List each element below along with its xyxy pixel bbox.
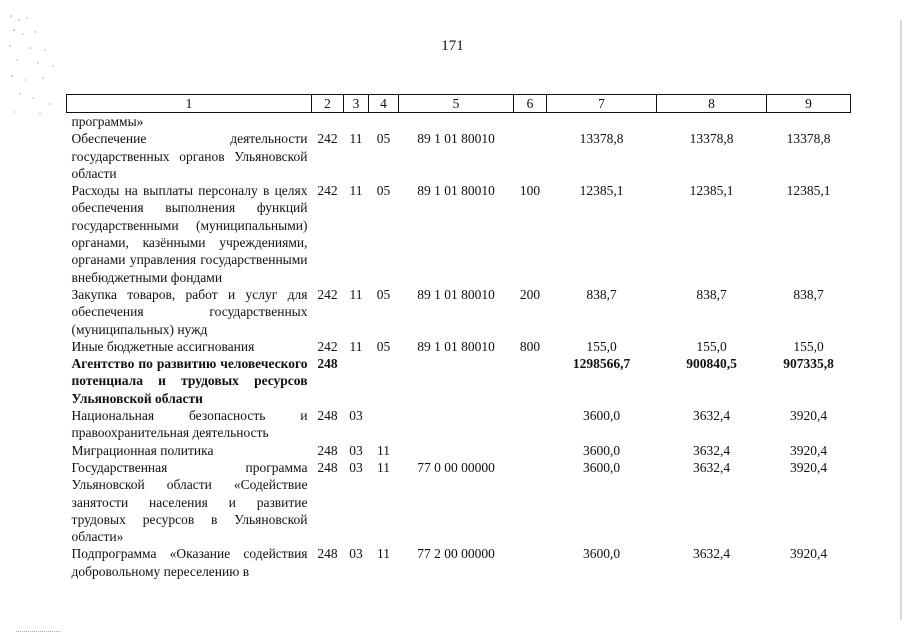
code-subsection: [369, 113, 399, 131]
row-name: Агентство по развитию человеческого потенциала и трудовых ресурсов Ульяновской области: [71, 356, 308, 406]
code-subsection: 11: [377, 546, 390, 562]
code-target: 89 1 01 80010: [417, 286, 495, 302]
code-subsection: [369, 355, 399, 407]
scan-edge-line: [900, 20, 902, 620]
amount-col9: 907335,8: [783, 356, 834, 372]
code-section: 11: [349, 338, 363, 354]
code-section: 11: [349, 183, 363, 199]
table-row: [67, 442, 851, 459]
scan-edge-mark: [16, 631, 61, 634]
code-subsection: 05: [376, 286, 391, 302]
header-cell: 1: [67, 95, 312, 113]
row-name: Миграционная политика: [71, 442, 214, 458]
code-expense-type: [514, 130, 547, 182]
code-section: 11: [349, 286, 363, 302]
amount-col7: 3600,0: [582, 408, 621, 424]
amount-col7: 12385,1: [579, 183, 624, 199]
amount-col8: 155,0: [696, 338, 727, 354]
code-target: [399, 407, 514, 442]
table-row: [67, 130, 851, 182]
code-target: [399, 355, 514, 407]
row-name: Расходы на выплаты персоналу в целях обеспечения выполнения функций государственными (муниципальными) органами, казёнными учреждениями, органами управления государственными внебюджетными фондами: [71, 183, 308, 285]
amount-col7: [547, 113, 657, 131]
amount-col9: 13378,8: [786, 131, 831, 147]
code-expense-type: [514, 355, 547, 407]
code-admin: [312, 113, 344, 131]
row-name: программы»: [71, 114, 144, 129]
code-expense-type: [514, 407, 547, 442]
code-target: 89 1 01 80010: [417, 183, 495, 199]
table-row: [67, 355, 851, 407]
amount-col8: 12385,1: [689, 183, 734, 199]
row-name: Государственная программа Ульяновской области «Содействие занятости населения и развитие трудовых ресурсов в Ульяновской области»: [71, 459, 308, 545]
code-expense-type: 800: [519, 338, 541, 354]
code-admin: 248: [317, 356, 338, 372]
row-name: Национальная безопасность и правоохранительная деятельность: [71, 408, 308, 441]
code-admin: 242: [317, 286, 338, 302]
code-section: [344, 113, 369, 131]
header-cell: 7: [547, 95, 657, 113]
header-cell: 6: [514, 95, 547, 113]
amount-col9: 838,7: [793, 286, 824, 302]
amount-col8: 838,7: [696, 286, 727, 302]
code-subsection: 05: [376, 131, 391, 147]
header-cell: 4: [369, 95, 399, 113]
amount-col7: 3600,0: [582, 459, 621, 475]
code-expense-type: 100: [519, 183, 541, 199]
code-section: 11: [349, 131, 363, 147]
amount-col8: [657, 113, 767, 131]
amount-col9: 3920,4: [789, 459, 828, 475]
amount-col7: 155,0: [586, 338, 617, 354]
page-number: 171: [441, 38, 464, 54]
code-expense-type: [514, 113, 547, 131]
header-cell: 9: [767, 95, 851, 113]
amount-col9: [767, 113, 851, 131]
amount-col9: 3920,4: [789, 408, 828, 424]
code-target: [399, 442, 514, 459]
code-expense-type: [514, 459, 547, 545]
table-row: [67, 459, 851, 545]
table-row: [67, 407, 851, 442]
code-subsection: 05: [376, 183, 391, 199]
header-cell: 2: [312, 95, 344, 113]
amount-col7: 838,7: [586, 286, 617, 302]
amount-col7: 3600,0: [582, 546, 621, 562]
code-subsection: 11: [377, 459, 390, 475]
amount-col7: 3600,0: [582, 442, 621, 458]
code-subsection: 11: [377, 442, 390, 458]
code-expense-type: [514, 442, 547, 459]
amount-col8: 13378,8: [689, 131, 734, 147]
code-target: 77 2 00 00000: [417, 546, 495, 562]
row-name: Закупка товаров, работ и услуг для обеспечения государственных (муниципальных) нужд: [71, 286, 308, 337]
code-target: [399, 113, 514, 131]
code-admin: 248: [317, 546, 338, 562]
header-cell: 5: [399, 95, 514, 113]
amount-col7: 1298566,7: [572, 356, 631, 372]
table-row: [67, 545, 851, 580]
code-section: [344, 355, 369, 407]
scan-noise: [5, 8, 65, 118]
amount-col8: 3632,4: [692, 546, 731, 562]
code-admin: 242: [317, 338, 338, 354]
row-name: Иные бюджетные ассигнования: [71, 338, 255, 354]
code-target: 89 1 01 80010: [417, 338, 495, 354]
code-target: 77 0 00 00000: [417, 459, 495, 475]
table-row: [67, 338, 851, 355]
header-cell: 8: [657, 95, 767, 113]
table-row: [67, 113, 851, 131]
code-admin: 248: [317, 442, 338, 458]
amount-col8: 900840,5: [686, 356, 737, 372]
amount-col8: 3632,4: [692, 459, 731, 475]
amount-col8: 3632,4: [692, 442, 731, 458]
code-expense-type: [514, 545, 547, 580]
table-header-row: [67, 95, 851, 113]
amount-col9: 12385,1: [786, 183, 831, 199]
amount-col9: 155,0: [793, 338, 824, 354]
code-expense-type: 200: [519, 286, 541, 302]
code-section: 03: [349, 442, 363, 458]
code-subsection: [369, 407, 399, 442]
row-name: Подпрограмма «Оказание содействия добровольному переселению в: [71, 546, 308, 579]
code-section: 03: [349, 408, 363, 424]
table-row: [67, 182, 851, 286]
code-target: 89 1 01 80010: [417, 131, 495, 147]
table-row: [67, 286, 851, 338]
row-name: Обеспечение деятельности государственных органов Ульяновской области: [71, 131, 308, 181]
code-section: 03: [349, 459, 363, 475]
code-admin: 248: [317, 408, 338, 424]
amount-col7: 13378,8: [579, 131, 624, 147]
code-subsection: 05: [376, 338, 391, 354]
amount-col9: 3920,4: [789, 546, 828, 562]
header-cell: 3: [344, 95, 369, 113]
code-admin: 242: [317, 131, 338, 147]
code-section: 03: [349, 546, 363, 562]
budget-table: [66, 94, 851, 580]
code-admin: 242: [317, 183, 338, 199]
amount-col9: 3920,4: [789, 442, 828, 458]
code-admin: 248: [317, 459, 338, 475]
amount-col8: 3632,4: [692, 408, 731, 424]
